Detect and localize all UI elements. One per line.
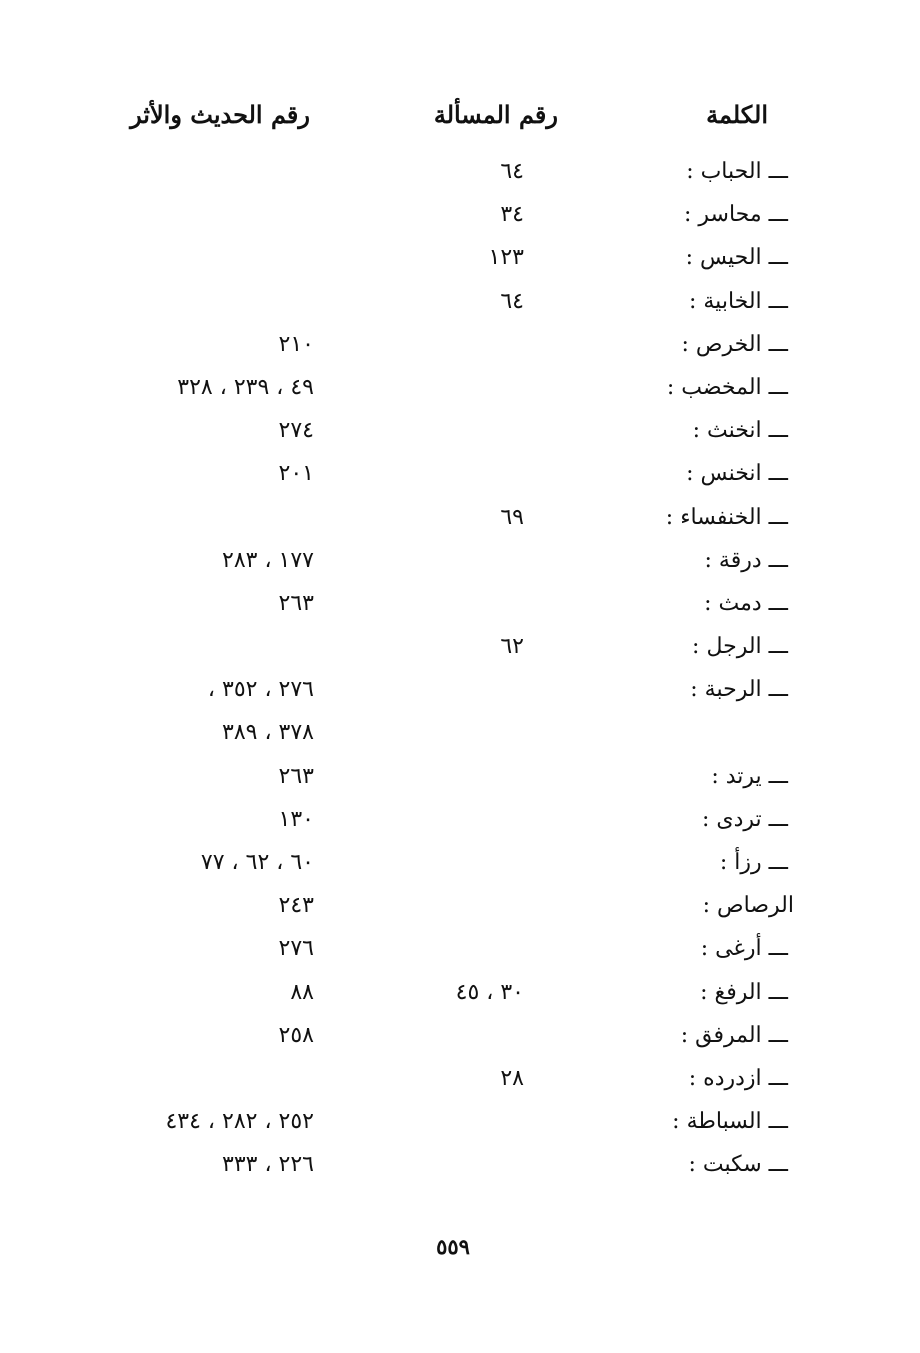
table-row (0, 193, 920, 236)
word-cell: ـــ الخرص : (681, 331, 788, 357)
table-row (0, 755, 920, 798)
issue-cell: ٦٢ (500, 634, 524, 660)
hadith-cell: ٢٧٤ (278, 418, 314, 444)
hadith-cell: ٢٧٦ ، ٣٥٢ ، (207, 677, 314, 703)
table-row (0, 841, 920, 884)
issue-cell: ٢٨ (500, 1065, 524, 1091)
word-cell: الرصاص : (702, 893, 794, 919)
hadith-cell: ٣٧٨ ، ٣٨٩ (222, 720, 314, 746)
table-row (0, 582, 920, 625)
column-header-word: الكلمة (706, 100, 768, 129)
word-cell: ـــ انخنث : (692, 418, 788, 444)
table-row (0, 668, 920, 711)
word-cell: ـــ يرتد : (711, 763, 788, 789)
word-cell: ـــ دمث : (704, 590, 788, 616)
word-cell: ـــ الرحبة : (690, 677, 788, 703)
table-row (0, 409, 920, 452)
hadith-cell: ٢٧٦ (278, 936, 314, 962)
column-header-issue-number: رقم المسألة (433, 100, 558, 129)
hadith-cell: ٢٥٢ ، ٢٨٢ ، ٤٣٤ (165, 1109, 314, 1135)
hadith-cell: ٦٠ ، ٦٢ ، ٧٧ (200, 850, 314, 875)
table-row (0, 496, 920, 539)
word-cell: ـــ الخنفساء : (665, 504, 788, 530)
table-row (0, 625, 920, 668)
word-cell: ـــ الرجل : (692, 634, 788, 660)
word-cell: ـــ الحيس : (685, 245, 788, 271)
table-row (0, 539, 920, 582)
word-cell: ـــ سكبت : (688, 1152, 788, 1178)
issue-cell: ٣٤ (500, 202, 524, 228)
table-row (0, 366, 920, 409)
hadith-cell: ١٧٧ ، ٢٨٣ (222, 547, 314, 573)
hadith-cell: ٢٢٦ ، ٣٣٣ (222, 1152, 314, 1178)
page-number: ٥٥٩ (436, 1234, 470, 1259)
word-cell: ـــ درقة : (704, 547, 788, 573)
table-row (0, 711, 920, 754)
index-table (0, 150, 920, 1187)
table-row (0, 1143, 920, 1186)
word-cell: ـــ تردى : (701, 806, 788, 832)
issue-cell: ٦٩ (500, 504, 524, 530)
hadith-cell: ٢١٠ (278, 331, 314, 357)
hadith-cell: ٢٥٨ (278, 1022, 314, 1048)
issue-cell: ١٢٣ (488, 245, 524, 271)
hadith-cell: ٢٤٣ (278, 893, 314, 919)
word-cell: ـــ انخنس : (686, 461, 788, 487)
table-row (0, 1100, 920, 1143)
hadith-cell: ٨٨ (290, 979, 314, 1005)
hadith-cell: ٤٩ ، ٢٣٩ ، ٣٢٨ (177, 374, 314, 400)
word-cell: ـــ الخابية : (688, 288, 788, 314)
hadith-cell: ١٣٠ (278, 806, 314, 832)
word-cell: ـــ السباطة : (672, 1109, 788, 1135)
issue-cell: ٣٠ ، ٤٥ (455, 979, 524, 1005)
word-cell: ـــ الرفغ : (700, 979, 788, 1005)
table-row (0, 1014, 920, 1057)
word-cell: ـــ محاسر : (684, 202, 788, 228)
word-cell: ـــ المرفق : (680, 1022, 788, 1048)
word-cell: ـــ المخضب : (666, 374, 788, 400)
word-cell: ـــ الحباب : (686, 159, 788, 184)
hadith-cell: ٢٦٣ (278, 590, 314, 616)
table-row (0, 927, 920, 970)
table-row (0, 323, 920, 366)
table-row (0, 884, 920, 927)
hadith-cell: ٢٠١ (278, 461, 314, 487)
issue-cell: ٦٤ (500, 159, 524, 184)
table-row (0, 1057, 920, 1100)
table-row (0, 150, 920, 193)
word-cell: ـــ ازدرده : (688, 1065, 788, 1091)
issue-cell: ٦٤ (500, 288, 524, 314)
table-row (0, 452, 920, 495)
table-row (0, 798, 920, 841)
table-row (0, 280, 920, 323)
table-row (0, 236, 920, 279)
word-cell: ـــ رزأ : (719, 850, 788, 875)
word-cell: ـــ أرغى : (700, 936, 788, 962)
hadith-cell: ٢٦٣ (278, 763, 314, 789)
table-row (0, 971, 920, 1014)
column-header-hadith-number: رقم الحديث والأثر (130, 100, 310, 129)
